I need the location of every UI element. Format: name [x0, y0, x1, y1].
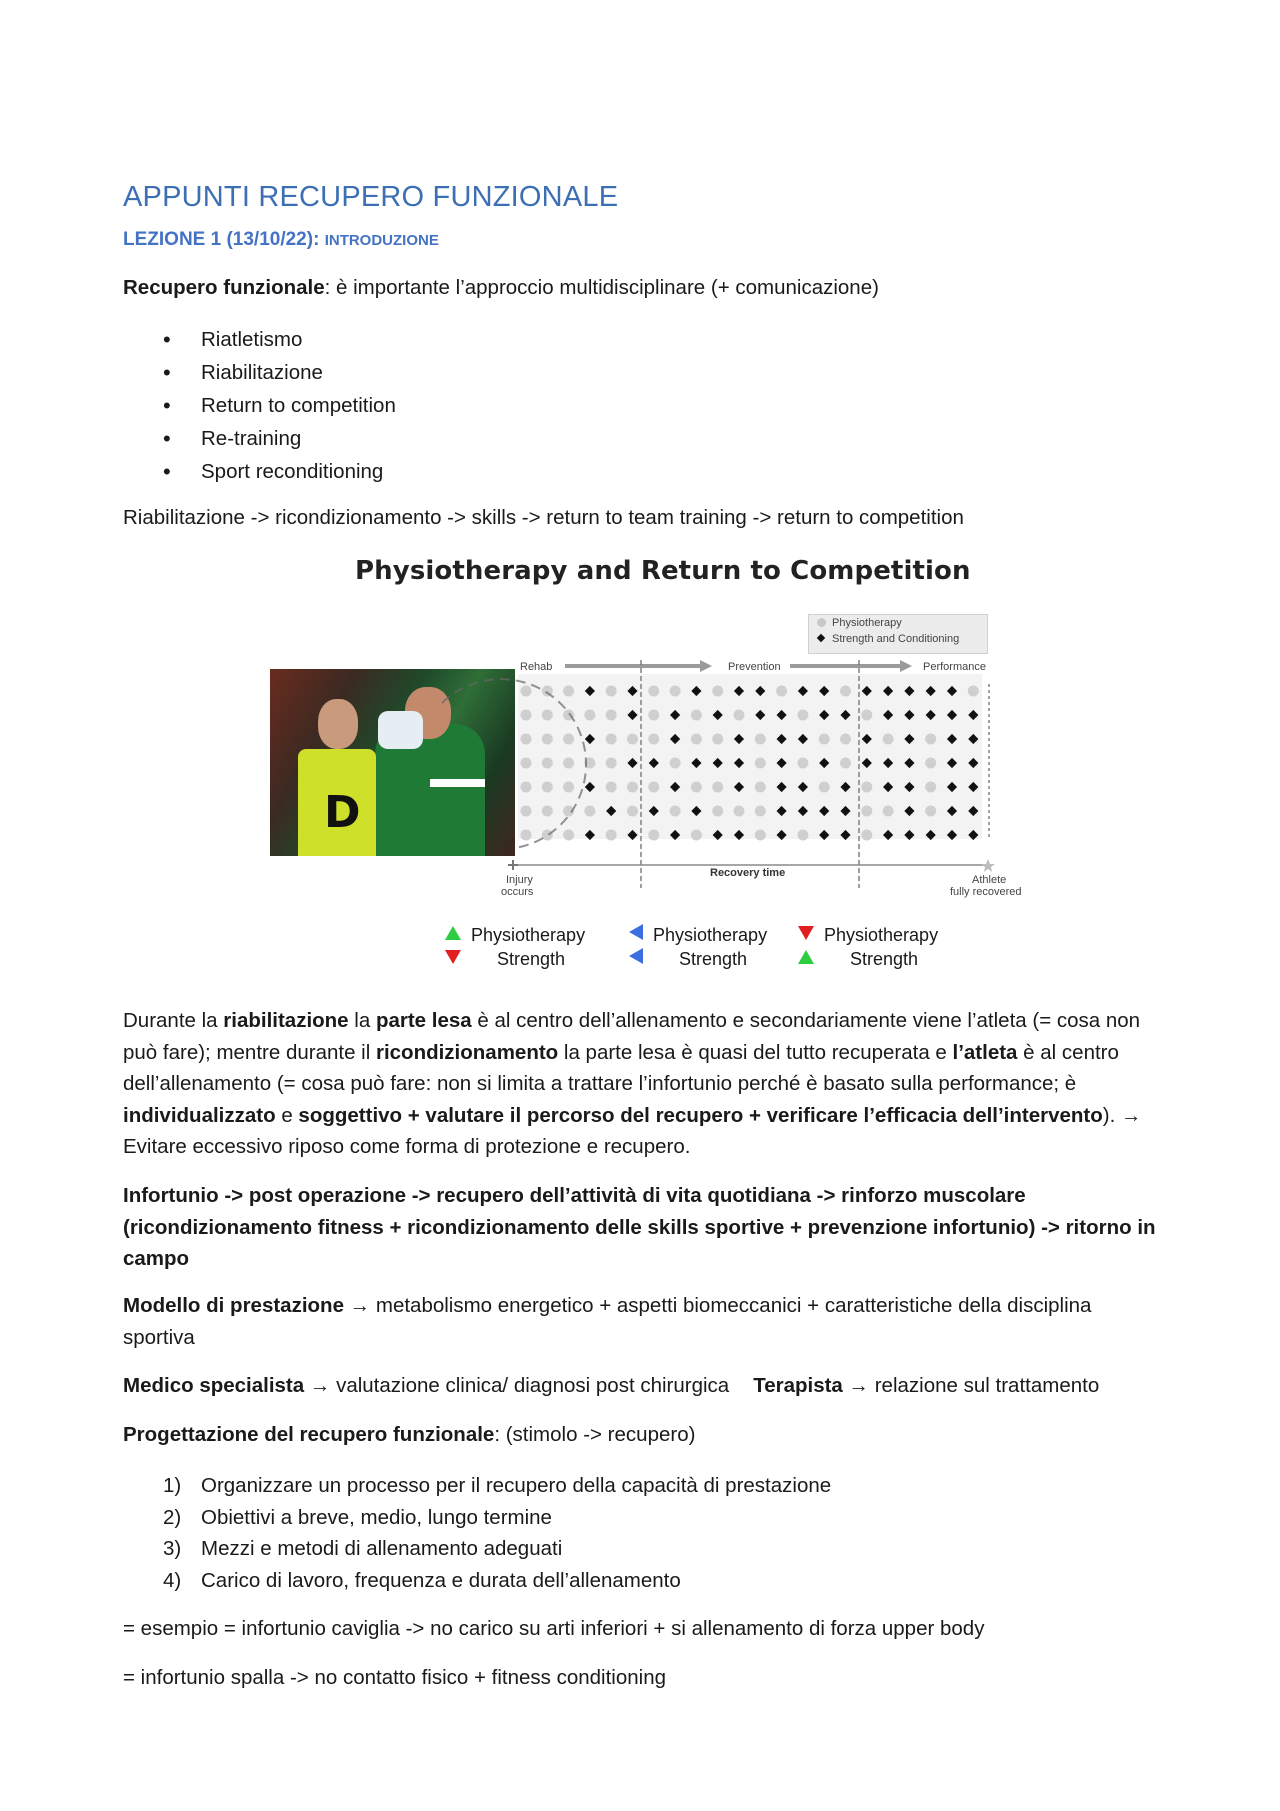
physio-dot — [968, 686, 979, 697]
axis-start-line2: occurs — [501, 886, 534, 898]
physio-dot — [797, 758, 808, 769]
lesson-topic: INTRODUZIONE — [324, 232, 439, 249]
physio-dot — [755, 758, 766, 769]
physio-dot — [542, 710, 553, 721]
axis-end-line2: fully recovered — [950, 886, 1022, 898]
physio-dot — [712, 686, 723, 697]
legend-strength: Strength — [850, 949, 919, 969]
physio-dot — [563, 758, 574, 769]
physio-dot — [563, 782, 574, 793]
example-2: = infortunio spalla -> no contatto fisico + fitness conditioning — [123, 1666, 667, 1689]
physio-dot — [861, 710, 872, 721]
vest-letter: D — [324, 787, 361, 838]
physio-dot — [734, 710, 745, 721]
physio-dot — [670, 806, 681, 817]
physio-dot — [712, 734, 723, 745]
physio-dot — [755, 806, 766, 817]
physio-dot — [819, 782, 830, 793]
physio-dot — [584, 806, 595, 817]
physio-dot — [712, 806, 723, 817]
arrow-head — [900, 660, 912, 672]
legend-label: Physiotherapy — [832, 617, 902, 629]
physio-dot — [584, 710, 595, 721]
physio-dot — [755, 782, 766, 793]
physio-dot — [648, 830, 659, 841]
flow-line: Riabilitazione -> ricondizionamento -> skills -> return to team training -> return to competition — [123, 506, 964, 529]
intro-text: : è importante l’approccio multidisciplinare (+ comunicazione) — [324, 276, 879, 299]
phase-arrows — [520, 660, 986, 673]
steps-list — [163, 1470, 831, 1596]
intro-term: Recupero funzionale — [123, 276, 325, 299]
list-item: 4) Carico di lavoro, frequenza e durata dell’allenamento — [163, 1568, 681, 1592]
legend-label: Strength and Conditioning — [832, 633, 960, 645]
physio-dot — [691, 782, 702, 793]
rehab-paragraph: Durante la riabilitazione la parte lesa è al centro dell’allenamento e secondariamente viene l’atleta (= cosa non può fare); mentre durante il ricondizionamento la parte lesa è quasi del tutto recuperata e l’atleta è al centro dell’allenamento (= cosa può fare: non si limita a trattare l’infortunio perché è basato sulla performance; è individualizzato e soggettivo + valutare il percorso del recupero + verificare l’efficacia dell’intervento). → Evitare eccessivo riposo come forma di protezione e recupero. — [123, 1009, 1142, 1158]
physio-dot — [521, 782, 532, 793]
physio-dot — [691, 734, 702, 745]
physio-dot — [925, 782, 936, 793]
modello-paragraph: Modello di prestazione → metabolismo energetico + aspetti biomeccanici + caratteristiche della disciplina sportiva — [123, 1294, 1092, 1349]
physio-dot — [755, 734, 766, 745]
triangle-down-red-icon — [445, 950, 461, 964]
physio-dot — [925, 806, 936, 817]
physio-dot — [521, 758, 532, 769]
physio-dot — [691, 710, 702, 721]
physio-dot — [627, 806, 638, 817]
physio-dot — [627, 734, 638, 745]
arrow-head — [700, 660, 712, 672]
physio-dot — [797, 830, 808, 841]
physio-dot — [819, 734, 830, 745]
legend-group-1 — [445, 923, 585, 971]
list-item: • Sport reconditioning — [163, 455, 396, 488]
physio-dot — [861, 830, 872, 841]
physio-dot — [542, 806, 553, 817]
infortunio-chain: Infortunio -> post operazione -> recupero dell’attività di vita quotidiana -> rinforzo muscolare (ricondizionamento fitness + ricondizionamento delle skills sportive + prevenzione infortunio) -> ritorno in campo — [123, 1184, 1156, 1270]
physio-dot — [925, 758, 936, 769]
physio-dot — [670, 686, 681, 697]
lesson-prefix: LEZIONE 1 (13/10/22): — [123, 229, 325, 250]
legend-strength: Strength — [679, 949, 748, 969]
legend-group-3 — [798, 923, 938, 971]
physio-dot — [563, 830, 574, 841]
physio-dot — [861, 782, 872, 793]
physio-dot — [648, 686, 659, 697]
list-item: • Return to competition — [163, 389, 396, 422]
physio-dot — [840, 686, 851, 697]
physio-dot — [521, 830, 532, 841]
physio-dot — [648, 734, 659, 745]
injury-marker-icon — [508, 860, 518, 870]
physio-dot — [670, 758, 681, 769]
list-item: 1) Organizzare un processo per il recupero della capacità di prestazione — [163, 1474, 832, 1497]
physio-dot — [521, 806, 532, 817]
physio-dot — [627, 782, 638, 793]
triangle-left-blue-icon — [629, 948, 643, 964]
figure-physiotherapy — [270, 548, 1040, 978]
physio-dot — [542, 782, 553, 793]
triangle-up-green-icon — [798, 950, 814, 964]
axis-middle-label: Recovery time — [710, 867, 786, 879]
physio-dot — [797, 710, 808, 721]
list-item: 2) Obiettivi a breve, medio, lungo termine — [163, 1505, 552, 1529]
bottom-legend — [445, 923, 985, 973]
physio-dot — [861, 806, 872, 817]
physio-dot — [840, 734, 851, 745]
physio-dot — [542, 758, 553, 769]
list-item: • Re-training — [163, 422, 396, 455]
physio-dot — [521, 686, 532, 697]
phase-label: Rehab — [520, 661, 553, 673]
physio-dot — [606, 710, 617, 721]
physio-dot — [648, 782, 659, 793]
physio-dot — [712, 782, 723, 793]
physio-dot — [883, 734, 894, 745]
list-item: • Riabilitazione — [163, 356, 396, 389]
legend-group-2 — [627, 923, 767, 971]
legend-physio: Physiotherapy — [824, 925, 939, 945]
page-title: APPUNTI RECUPERO FUNZIONALE — [123, 181, 619, 213]
physio-dot — [521, 710, 532, 721]
physio-dot — [648, 710, 659, 721]
progettazione-line: Progettazione del recupero funzionale: (stimolo -> recupero) — [123, 1423, 696, 1446]
legend-physio: Physiotherapy — [471, 925, 586, 945]
triangle-down-red-icon — [798, 926, 814, 940]
physio-dot — [521, 734, 532, 745]
physio-dot — [606, 734, 617, 745]
medico-line: Medico specialista → valutazione clinica/ diagnosi post chirurgica Terapista → relazione sul trattamento — [123, 1374, 1100, 1397]
axis-start-line1: Injury — [506, 874, 533, 886]
phase-label: Performance — [923, 661, 986, 673]
physio-dot — [883, 806, 894, 817]
physio-dot — [563, 686, 574, 697]
triangle-up-green-icon — [445, 926, 461, 940]
star-icon — [981, 859, 995, 872]
intro-paragraph — [123, 272, 1163, 304]
triangle-left-blue-icon — [629, 924, 643, 940]
physio-dot — [606, 686, 617, 697]
physio-dot — [542, 734, 553, 745]
physio-dot — [840, 758, 851, 769]
physio-dot — [606, 782, 617, 793]
recovery-grid — [270, 548, 1040, 928]
phase-label: Prevention — [728, 661, 781, 673]
physio-dot — [755, 830, 766, 841]
axis-end-line1: Athlete — [972, 874, 1007, 886]
physio-dot — [606, 758, 617, 769]
physio-dot — [606, 830, 617, 841]
list-item: • Riatletismo — [163, 323, 396, 356]
list-item: 3) Mezzi e metodi di allenamento adeguati — [163, 1537, 563, 1560]
physio-dot — [925, 734, 936, 745]
physio-dot — [691, 830, 702, 841]
example-1: = esempio = infortunio caviglia -> no carico su arti inferiori + si allenamento di forza upper body — [123, 1617, 985, 1640]
bullet-list — [163, 323, 396, 488]
lesson-heading — [123, 229, 439, 251]
legend-strength: Strength — [497, 949, 566, 969]
legend-physio: Physiotherapy — [653, 925, 768, 945]
figure-title: Physiotherapy and Return to Competition — [355, 556, 971, 586]
physio-dot — [776, 686, 787, 697]
physio-dot — [734, 806, 745, 817]
physio-dot — [563, 734, 574, 745]
